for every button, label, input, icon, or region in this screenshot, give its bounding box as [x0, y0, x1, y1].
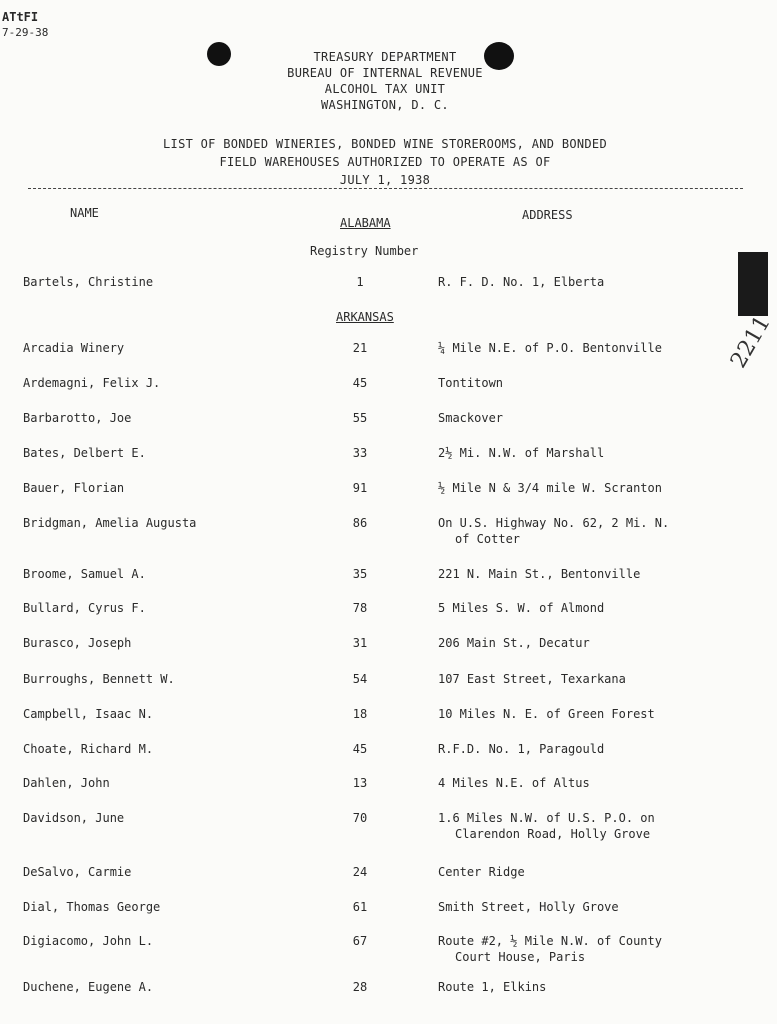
entry-name: Arcadia Winery: [23, 341, 125, 355]
entry-address: 4 Miles N.E. of Altus: [438, 776, 590, 790]
column-header-name: NAME: [70, 206, 99, 220]
list-item: [0, 446, 770, 486]
entry-registry-number: 13: [352, 776, 368, 790]
entry-registry-number: 91: [352, 481, 368, 495]
stamp-code: ATtFI: [2, 10, 39, 24]
entry-address: R. F. D. No. 1, Elberta: [438, 275, 605, 289]
entry-address-continued: Clarendon Road, Holly Grove: [455, 827, 651, 841]
entry-address: 206 Main St., Decatur: [438, 636, 590, 650]
entry-registry-number: 31: [352, 636, 368, 650]
entry-address: Route #2, ½ Mile N.W. of County: [438, 934, 662, 948]
entry-name: Dial, Thomas George: [23, 900, 161, 914]
entry-registry-number: 70: [352, 811, 368, 825]
entry-registry-number: 1: [356, 275, 364, 289]
entry-address-continued: of Cotter: [455, 532, 521, 546]
entry-address: Smith Street, Holly Grove: [438, 900, 619, 914]
state-heading: ARKANSAS: [336, 310, 394, 324]
document-title: LIST OF BONDED WINERIES, BONDED WINE STOREROOMS, AND BONDED: [163, 137, 607, 151]
entry-name: Bridgman, Amelia Augusta: [23, 516, 197, 530]
entry-registry-number: 45: [352, 376, 368, 390]
entry-address: 10 Miles N. E. of Green Forest: [438, 707, 655, 721]
entry-name: Burroughs, Bennett W.: [23, 672, 175, 686]
entry-name: Bauer, Florian: [23, 481, 125, 495]
entry-registry-number: 28: [352, 980, 368, 994]
list-item: [0, 707, 770, 747]
column-header-address: ADDRESS: [522, 208, 573, 222]
entry-name: Bates, Delbert E.: [23, 446, 146, 460]
entry-address: 107 East Street, Texarkana: [438, 672, 626, 686]
entry-address: ½ Mile N & 3/4 mile W. Scranton: [438, 481, 662, 495]
entry-registry-number: 86: [352, 516, 368, 530]
entry-registry-number: 33: [352, 446, 368, 460]
list-item: [0, 376, 770, 416]
entry-registry-number: 54: [352, 672, 368, 686]
header-line: BUREAU OF INTERNAL REVENUE: [287, 66, 483, 80]
entry-address: 1.6 Miles N.W. of U.S. P.O. on: [438, 811, 655, 825]
list-item: [0, 481, 770, 521]
entry-registry-number: 55: [352, 411, 368, 425]
document-date: JULY 1, 1938: [339, 173, 431, 187]
entry-address: Smackover: [438, 411, 504, 425]
list-item: [0, 275, 770, 315]
entry-registry-number: 61: [352, 900, 368, 914]
entry-registry-number: 18: [352, 707, 368, 721]
list-item: [0, 934, 770, 974]
state-heading: ALABAMA: [340, 216, 391, 230]
list-item: [0, 516, 770, 556]
entry-name: Barbarotto, Joe: [23, 411, 132, 425]
header-line: ALCOHOL TAX UNIT: [324, 82, 446, 96]
entry-registry-number: 45: [352, 742, 368, 756]
list-item: [0, 811, 770, 851]
entry-address: Route 1, Elkins: [438, 980, 547, 994]
entry-registry-number: 35: [352, 567, 368, 581]
entry-address: 2½ Mi. N.W. of Marshall: [438, 446, 605, 460]
list-item: [0, 776, 770, 816]
entry-address: Center Ridge: [438, 865, 525, 879]
header-line: WASHINGTON, D. C.: [321, 98, 449, 112]
divider: [28, 188, 743, 189]
list-item: [0, 865, 770, 905]
entry-registry-number: 67: [352, 934, 368, 948]
stamp-date: 7-29-38: [2, 26, 49, 39]
entry-name: Campbell, Isaac N.: [23, 707, 154, 721]
entry-address: 5 Miles S. W. of Almond: [438, 601, 605, 615]
entry-name: Digiacomo, John L.: [23, 934, 154, 948]
entry-name: DeSalvo, Carmie: [23, 865, 132, 879]
entry-name: Burasco, Joseph: [23, 636, 132, 650]
entry-address-continued: Court House, Paris: [455, 950, 586, 964]
column-header-registry: Registry Number: [310, 244, 419, 258]
entry-name: Bartels, Christine: [23, 275, 154, 289]
entry-name: Ardemagni, Felix J.: [23, 376, 161, 390]
entry-address: On U.S. Highway No. 62, 2 Mi. N.: [438, 516, 670, 530]
list-item: [0, 980, 770, 1020]
entry-registry-number: 24: [352, 865, 368, 879]
entry-name: Bullard, Cyrus F.: [23, 601, 146, 615]
entry-address: ¼ Mile N.E. of P.O. Bentonville: [438, 341, 662, 355]
list-item: [0, 636, 770, 676]
document-title-line2: FIELD WAREHOUSES AUTHORIZED TO OPERATE AS OF: [219, 155, 551, 169]
header-line: TREASURY DEPARTMENT: [313, 50, 457, 64]
list-item: [0, 601, 770, 641]
entry-name: Broome, Samuel A.: [23, 567, 146, 581]
entry-name: Choate, Richard M.: [23, 742, 154, 756]
list-item: [0, 672, 770, 712]
entry-name: Dahlen, John: [23, 776, 110, 790]
entry-registry-number: 21: [352, 341, 368, 355]
list-item: [0, 411, 770, 451]
entry-address: 221 N. Main St., Bentonville: [438, 567, 641, 581]
index-tab: [738, 252, 768, 316]
handwritten-note: 2211: [726, 311, 776, 373]
entry-name: Davidson, June: [23, 811, 125, 825]
entry-address: R.F.D. No. 1, Paragould: [438, 742, 605, 756]
list-item: [0, 341, 770, 381]
entry-registry-number: 78: [352, 601, 368, 615]
entry-name: Duchene, Eugene A.: [23, 980, 154, 994]
entry-address: Tontitown: [438, 376, 504, 390]
